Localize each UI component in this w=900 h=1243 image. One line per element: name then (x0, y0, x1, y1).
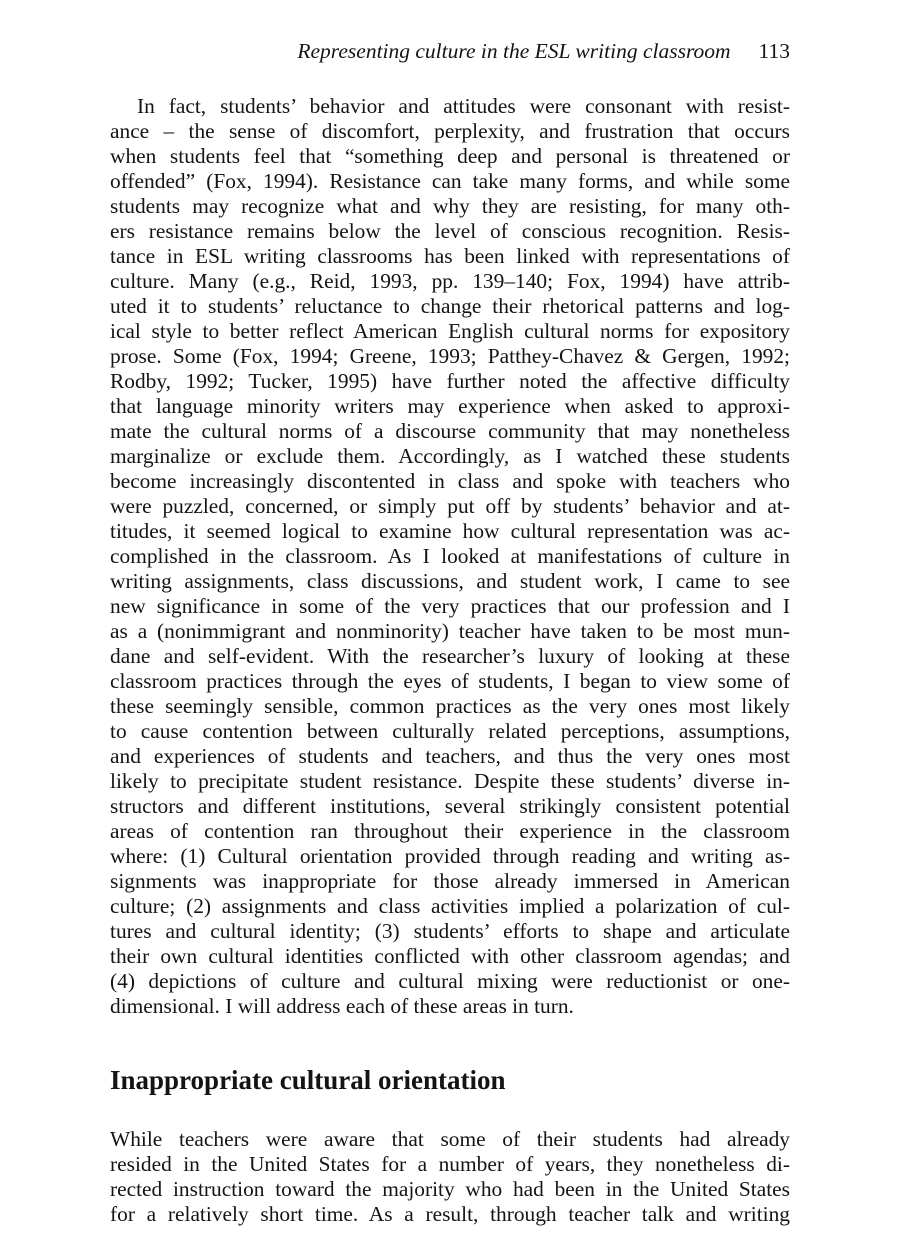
text-line: Rodby, 1992; Tucker, 1995) have further noted the affective difficulty (110, 369, 790, 393)
text-line: (4) depictions of culture and cultural mixing were reductionist or one- (110, 969, 790, 993)
section-heading: Inappropriate cultural orientation (110, 1065, 506, 1095)
running-head (110, 38, 790, 64)
text-line: ical style to better reflect American English cultural norms for expository (110, 319, 790, 343)
text-line: and experiences of students and teachers, and thus the very ones most (110, 744, 790, 768)
text-line: where: (1) Cultural orientation provided through reading and writing as- (110, 844, 790, 868)
text-line: their own cultural identities conflicted with other classroom agendas; and (110, 944, 790, 968)
text-line: areas of contention ran throughout their experience in the classroom (110, 819, 790, 843)
text-line: likely to precipitate student resistance. Despite these students’ diverse in- (110, 769, 790, 793)
text-line: tance in ESL writing classrooms has been linked with representations of (110, 244, 790, 268)
text-line: resided in the United States for a number of years, they nonetheless di- (110, 1152, 790, 1176)
text-line: ance – the sense of discomfort, perplexity, and frustration that occurs (110, 119, 790, 143)
book-page (110, 38, 790, 1227)
text-line: dane and self-evident. With the researcher’s luxury of looking at these (110, 644, 790, 668)
text-line: rected instruction toward the majority who had been in the United States (110, 1177, 790, 1201)
running-head-title: Representing culture in the ESL writing classroom (297, 39, 731, 63)
text-line: offended” (Fox, 1994). Resistance can take many forms, and while some (110, 169, 790, 193)
text-line: for a relatively short time. As a result, through teacher talk and writing (110, 1202, 790, 1226)
text-line: mate the cultural norms of a discourse community that may nonetheless (110, 419, 790, 443)
text-line: become increasingly discontented in class and spoke with teachers who (110, 469, 790, 493)
text-line: were puzzled, concerned, or simply put off by students’ behavior and at- (110, 494, 790, 518)
text-line: these seemingly sensible, common practices as the very ones most likely (110, 694, 790, 718)
text-line: students may recognize what and why they are resisting, for many oth- (110, 194, 790, 218)
text-line: signments was inappropriate for those already immersed in American (110, 869, 790, 893)
text-line: tures and cultural identity; (3) students’ efforts to shape and articulate (110, 919, 790, 943)
body-paragraph (110, 94, 790, 1019)
text-line: structors and different institutions, several strikingly consistent potential (110, 794, 790, 818)
text-line: ers resistance remains below the level of conscious recognition. Resis- (110, 219, 790, 243)
text-line: While teachers were aware that some of their students had already (110, 1127, 790, 1151)
text-line: dimensional. I will address each of these areas in turn. (110, 994, 574, 1018)
text-line: In fact, students’ behavior and attitudes were consonant with resist- (137, 94, 790, 118)
text-line: writing assignments, class discussions, and student work, I came to see (110, 569, 790, 593)
text-line: uted it to students’ reluctance to change their rhetorical patterns and log- (110, 294, 790, 318)
text-line: that language minority writers may experience when asked to approxi- (110, 394, 790, 418)
section-paragraph (110, 1127, 790, 1227)
page-number: 113 (758, 39, 790, 63)
text-line: culture. Many (e.g., Reid, 1993, pp. 139–140; Fox, 1994) have attrib- (110, 269, 790, 293)
text-line: complished in the classroom. As I looked at manifestations of culture in (110, 544, 790, 568)
text-line: as a (nonimmigrant and nonminority) teacher have taken to be most mun- (110, 619, 790, 643)
text-line: titudes, it seemed logical to examine how cultural representation was ac- (110, 519, 790, 543)
text-line: new significance in some of the very practices that our profession and I (110, 594, 790, 618)
text-line: prose. Some (Fox, 1994; Greene, 1993; Patthey-Chavez & Gergen, 1992; (110, 344, 790, 368)
text-line: classroom practices through the eyes of students, I began to view some of (110, 669, 790, 693)
text-line: marginalize or exclude them. Accordingly, as I watched these students (110, 444, 790, 468)
text-line: to cause contention between culturally related perceptions, assumptions, (110, 719, 790, 743)
text-line: culture; (2) assignments and class activities implied a polarization of cul- (110, 894, 790, 918)
text-line: when students feel that “something deep and personal is threatened or (110, 144, 790, 168)
